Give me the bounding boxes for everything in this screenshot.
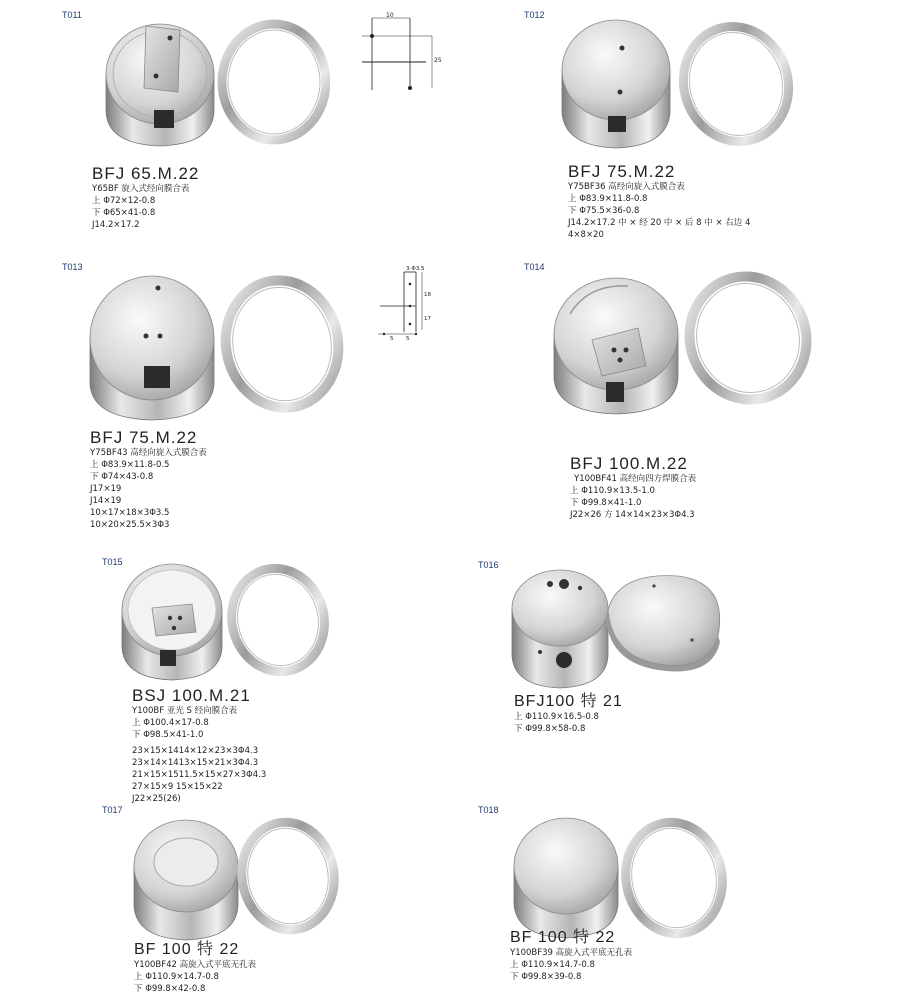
dimension-label-a: 10: [386, 12, 394, 19]
spec-row: [90, 519, 207, 531]
spec-value: 下 Φ74×43: [90, 472, 137, 482]
item-code: T018: [478, 805, 499, 815]
spec-row: [90, 471, 207, 483]
product-title: BF 100 特 22: [134, 941, 240, 958]
spec-value: 11.5×15×27×3Φ4.3: [178, 770, 267, 780]
spec-tolerance: -0.8: [564, 972, 582, 982]
product-subtitle: Y100BF42 高旋入式平底无孔表: [134, 960, 257, 970]
spec-value: 14×12×23×3Φ4.3: [178, 746, 259, 756]
spec-value: 上 Φ100.4×17: [132, 718, 193, 728]
product-subtitle: Y75BF36 高经向旋入式膜合表: [568, 182, 685, 192]
spec-row: [90, 459, 207, 471]
spec-value: 下 Φ99.8×42: [134, 984, 189, 994]
spec-value: 下 Φ98.5×41: [132, 730, 187, 740]
item-code: T012: [524, 10, 545, 20]
spec-list: [510, 959, 632, 983]
spec-row: [510, 959, 632, 971]
spec-row: [90, 495, 207, 507]
product-subtitle: Y75BF43 高经向旋入式膜合表: [90, 448, 207, 458]
spec-row: [92, 219, 199, 231]
item-code: T014: [524, 262, 545, 272]
product-subtitle: Y100BF 亚光 S 经向膜合表: [132, 706, 238, 716]
spec-row: [132, 757, 266, 769]
spec-row: [568, 205, 750, 217]
spec-value: 23×15×14: [132, 746, 179, 756]
spec-tolerance: -1.0: [624, 498, 642, 508]
spec-list: [568, 193, 750, 241]
dimension-label-a: 18: [424, 292, 431, 298]
dimension-label-d: 5: [406, 336, 410, 342]
dimension-label-c: 5: [390, 336, 394, 342]
spec-row: [132, 781, 266, 793]
spec-value: 下 Φ65×41: [92, 208, 139, 218]
spec-row: [514, 723, 623, 735]
spec-row: [568, 193, 750, 205]
spec-row: [570, 497, 696, 509]
dimension-label-b: 17: [424, 316, 431, 322]
spec-value: J14×19: [90, 496, 122, 506]
spec-tolerance: -0.8: [192, 718, 209, 728]
product-title: BFJ100 特 21: [514, 693, 623, 710]
spec-list: [570, 485, 696, 521]
spec-row: [132, 745, 266, 757]
spec-tolerance: -0.8: [202, 972, 219, 982]
spec-value: 下 Φ99.8×41: [570, 498, 625, 508]
spec-row: [90, 507, 207, 519]
spec-tolerance: -0.8: [622, 206, 640, 216]
spec-value: 10×20×25.5×3Φ3: [90, 520, 170, 530]
product-title: BSJ 100.M.21: [132, 686, 251, 705]
dimension-label-top: 3-Φ3.5: [406, 266, 425, 272]
spec-tolerance: -0.8: [568, 724, 586, 734]
spec-row: [90, 483, 207, 495]
spec-value: 4×8×20: [568, 230, 604, 240]
spec-value: 上 Φ72×12: [92, 196, 139, 206]
product-image-case-lid: [508, 564, 738, 692]
spec-row: [132, 729, 266, 741]
product-image-case-ring: [548, 270, 818, 430]
spec-value: 下 Φ99.8×58: [514, 724, 569, 734]
spec-row: [134, 971, 256, 983]
spec-list: [90, 459, 207, 531]
spec-list: [514, 711, 623, 735]
spec-row: [570, 485, 696, 497]
spec-value: 27×15×9 15×15×22: [132, 782, 223, 792]
spec-list: [92, 195, 199, 231]
product-image-case-ring: [118, 560, 338, 684]
spec-value: 23×14×14: [132, 758, 179, 768]
spec-tolerance: -1.0: [186, 730, 204, 740]
spec-tolerance: -0.8: [582, 712, 599, 722]
spec-tolerance: -0.8: [188, 984, 206, 994]
spec-value: 上 Φ110.9×14.7: [134, 972, 203, 982]
product-image-case-ring: [508, 812, 734, 942]
dimension-drawing: [370, 262, 450, 342]
spec-value: J14.2×17.2 中 × 经 20 中 × 后 8 中 × 右边 4: [568, 218, 751, 228]
spec-row: [510, 971, 632, 983]
product-title: BFJ 75.M.22: [90, 428, 198, 447]
spec-value: 上 Φ110.9×13.5: [570, 486, 639, 496]
spec-list: [132, 717, 266, 805]
product-title: BFJ 75.M.22: [568, 162, 676, 181]
dimension-drawing: [356, 10, 446, 100]
product-subtitle: Y65BF 旋入式经向膜合表: [92, 184, 190, 194]
spec-row: [570, 509, 696, 521]
item-code: T011: [62, 10, 82, 20]
spec-value: 上 Φ110.9×16.5: [514, 712, 583, 722]
product-subtitle: Y100BF41 高经向四方焊膜合表: [574, 474, 697, 484]
spec-value: J17×19: [90, 484, 122, 494]
spec-value: 21×15×15: [132, 770, 179, 780]
spec-tolerance: -0.8: [138, 208, 156, 218]
spec-row: [132, 793, 266, 805]
item-code: T017: [102, 805, 123, 815]
spec-tolerance: -0.8: [630, 194, 648, 204]
spec-tolerance: -0.8: [136, 472, 154, 482]
spec-value: 10×17×18×3Φ3.5: [90, 508, 170, 518]
spec-value: 上 Φ83.9×11.8: [568, 194, 631, 204]
spec-value: 上 Φ110.9×14.7: [510, 960, 579, 970]
spec-value: 13×15×21×3Φ4.3: [178, 758, 259, 768]
spec-row: [132, 769, 266, 781]
dimension-label-b: 25: [434, 57, 442, 64]
item-code: T015: [102, 557, 123, 567]
spec-row: [134, 983, 256, 995]
spec-row: [568, 217, 750, 229]
spec-row: [92, 207, 199, 219]
spec-tolerance: -1.0: [638, 486, 655, 496]
item-code: T016: [478, 560, 499, 570]
spec-value: 下 Φ99.8×39: [510, 972, 565, 982]
product-image-case-ring: [98, 12, 330, 152]
spec-row: [514, 711, 623, 723]
spec-row: [132, 717, 266, 729]
spec-tolerance: -0.5: [152, 460, 170, 470]
spec-tolerance: -0.8: [138, 196, 156, 206]
spec-list: [134, 971, 256, 995]
product-image-case-ring: [556, 12, 796, 152]
product-title: BFJ 100.M.22: [570, 454, 688, 473]
spec-value: J14.2×17.2: [92, 220, 140, 230]
spec-row: [92, 195, 199, 207]
item-code: T013: [62, 262, 83, 272]
spec-value: J22×25(26): [132, 794, 181, 804]
spec-row: [568, 229, 750, 241]
product-title: BF 100 特 22: [510, 929, 616, 946]
spec-tolerance: -0.8: [578, 960, 595, 970]
product-title: BFJ 65.M.22: [92, 164, 200, 183]
spec-value: 上 Φ83.9×11.8: [90, 460, 153, 470]
product-subtitle: Y100BF39 高旋入式平底无孔表: [510, 948, 633, 958]
spec-value: J22×26 方 14×14×23×3Φ4.3: [570, 510, 695, 520]
product-image-case-ring: [130, 814, 342, 942]
spec-value: 下 Φ75.5×36: [568, 206, 623, 216]
product-image-case-ring: [86, 266, 346, 426]
